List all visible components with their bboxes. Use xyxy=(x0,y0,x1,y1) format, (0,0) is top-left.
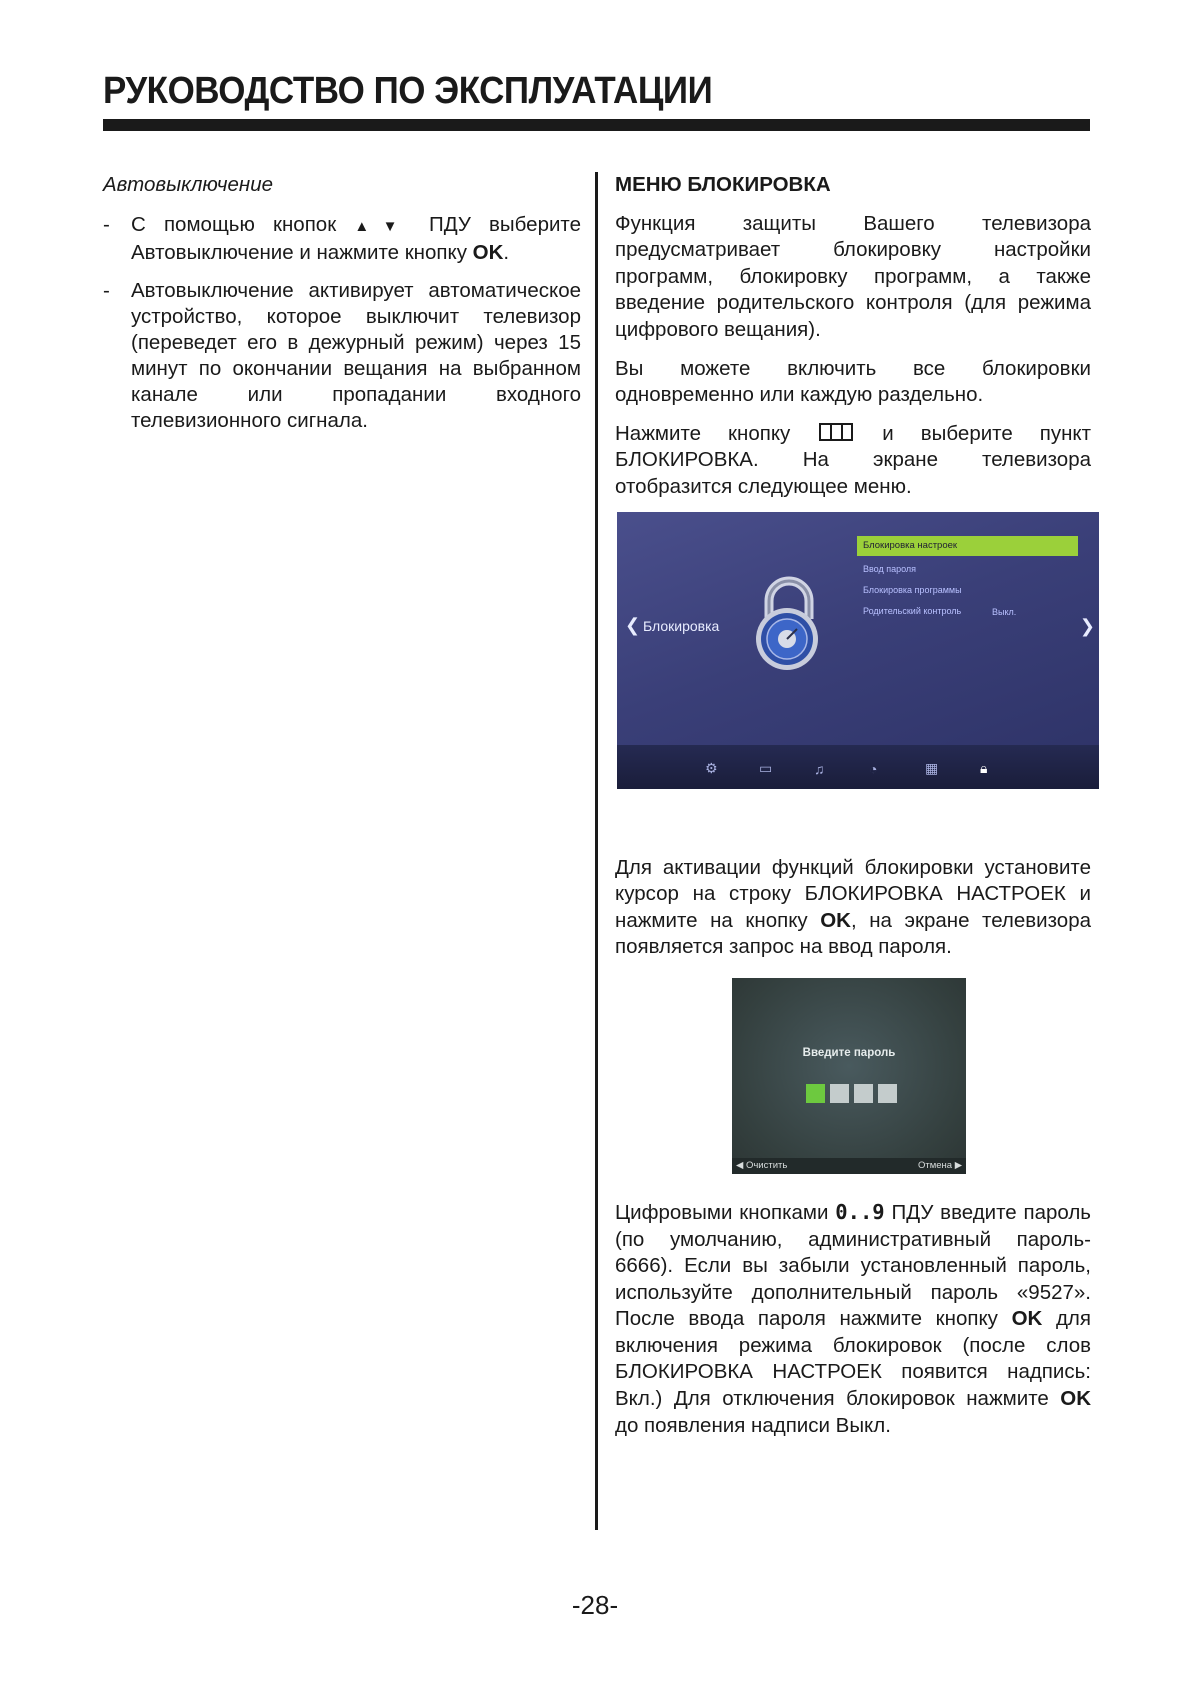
triangle-right-icon: ▶ xyxy=(954,1160,962,1171)
cancel-button[interactable] xyxy=(918,1158,962,1174)
column-divider xyxy=(595,172,598,1530)
menu-item-enter-password[interactable]: Ввод пароля xyxy=(863,564,917,574)
tv-lock-menu-screenshot xyxy=(617,512,1099,789)
item2-text: Автовыключение активирует автоматическое устройство, которое выключит телевизор (переведет его в дежурный режим) через 15 минут по окончании вещания на выбранном канале или пропадании входного телевизионного сигнала. xyxy=(131,279,581,432)
p4-text-b: , на экране телевизора появляется запрос на ввод пароля. xyxy=(615,908,1092,959)
menu-key-icon xyxy=(819,423,853,441)
p5-text-c: для включения режима блокировок (после слов БЛОКИРОВКА НАСТРОЕК появится надпись: Вкл.) Для отключения блокировок нажмите xyxy=(615,1307,1091,1411)
menu-category-label: Блокировка xyxy=(643,618,720,634)
item1-text-c: . xyxy=(503,241,510,264)
p5-text-b: ПДУ введите пароль (по умолчанию, административный пароль- 6666). Если вы забыли установленный пароль, используйте дополнительный пароль «9527». После ввода пароля нажмите кнопку xyxy=(615,1200,1091,1331)
paragraph-2: Вы можете включить все блокировки одновременно или каждую раздельно. xyxy=(615,356,1091,407)
list-dash: - xyxy=(103,213,110,236)
p5-text-a: Цифровыми кнопками xyxy=(615,1200,836,1224)
clock-icon[interactable]: ◔ xyxy=(869,761,878,777)
paragraph-3 xyxy=(615,421,1091,501)
list-item-1 xyxy=(103,212,581,266)
paragraph-4 xyxy=(615,855,1091,961)
password-digit-1[interactable] xyxy=(806,1084,825,1103)
music-icon[interactable]: ♫ xyxy=(814,761,825,777)
left-column xyxy=(103,172,581,446)
p3-text-a: Нажмите кнопку xyxy=(615,421,818,445)
cancel-label: Отмена xyxy=(917,1160,953,1171)
grid-icon[interactable]: ▦ xyxy=(925,760,939,776)
ok-key: OK xyxy=(820,908,851,932)
digit-keys: 0..9 xyxy=(835,1199,885,1224)
clear-label: Очистить xyxy=(745,1160,788,1171)
title-rule xyxy=(103,119,1090,131)
tv-password-screenshot xyxy=(732,978,966,1174)
item1-text-a: С помощью кнопок xyxy=(131,213,355,236)
paragraph-1: Функция защиты Вашего телевизора предусматривает блокировку настройки программ, блокировку программ, а также введение родительского контроля (для режима цифрового вещания). xyxy=(615,211,1091,341)
gear-icon[interactable]: ⚙ xyxy=(705,760,718,776)
menu-item-parental-control[interactable]: Родительский контроль xyxy=(863,606,962,616)
ok-key: OK xyxy=(1060,1387,1091,1411)
p3-text-b: и выберите пункт БЛОКИРОВКА. На экране телевизора отобразится следующее меню. xyxy=(615,421,1092,498)
parental-value: Выкл. xyxy=(992,607,1017,617)
ok-key: OK xyxy=(472,241,504,264)
right-column xyxy=(615,172,1091,1451)
menu-item-program-lock[interactable]: Блокировка программы xyxy=(863,585,962,595)
item1-text-b: ПДУ выберите Автовыключение и нажмите кнопку xyxy=(131,213,581,264)
p5-text-d: до появления надписи Выкл. xyxy=(615,1413,891,1437)
list-dash: - xyxy=(103,279,110,302)
menu-item-settings-lock[interactable]: Блокировка настроек xyxy=(857,536,1078,556)
list-item-2 xyxy=(103,278,581,434)
page-number: -28- xyxy=(571,1590,619,1620)
paragraph-5 xyxy=(615,1199,1091,1439)
subheading-autooff: Автовыключение xyxy=(103,173,274,196)
section-title-lock-menu: МЕНЮ БЛОКИРОВКА xyxy=(615,173,831,196)
tv-bottom-bar xyxy=(617,745,1099,789)
password-digit-2[interactable] xyxy=(830,1084,849,1103)
ok-key: OK xyxy=(1011,1307,1043,1331)
page-title: РУКОВОДСТВО ПО ЭКСПЛУАТАЦИИ xyxy=(103,70,713,112)
monitor-icon[interactable]: ▭ xyxy=(759,760,773,776)
padlock-icon xyxy=(745,567,835,677)
clear-button[interactable] xyxy=(736,1158,787,1174)
p4-text-a: Для активации функций блокировки установите курсор на строку БЛОКИРОВКА НАСТРОЕК и нажмите на кнопку xyxy=(615,855,1091,932)
password-footer xyxy=(732,1158,966,1174)
lock-icon[interactable]: 🔒︎ xyxy=(980,760,988,776)
chevron-right-icon[interactable]: ❯ xyxy=(1079,616,1095,636)
password-digit-3[interactable] xyxy=(854,1084,873,1103)
password-digit-4[interactable] xyxy=(878,1084,897,1103)
chevron-left-icon[interactable]: ❮ xyxy=(625,615,641,635)
triangle-left-icon: ◀ xyxy=(736,1160,744,1171)
arrows-up-down-icon: ▲▼ xyxy=(354,218,411,235)
password-prompt: Введите пароль xyxy=(802,1047,896,1059)
